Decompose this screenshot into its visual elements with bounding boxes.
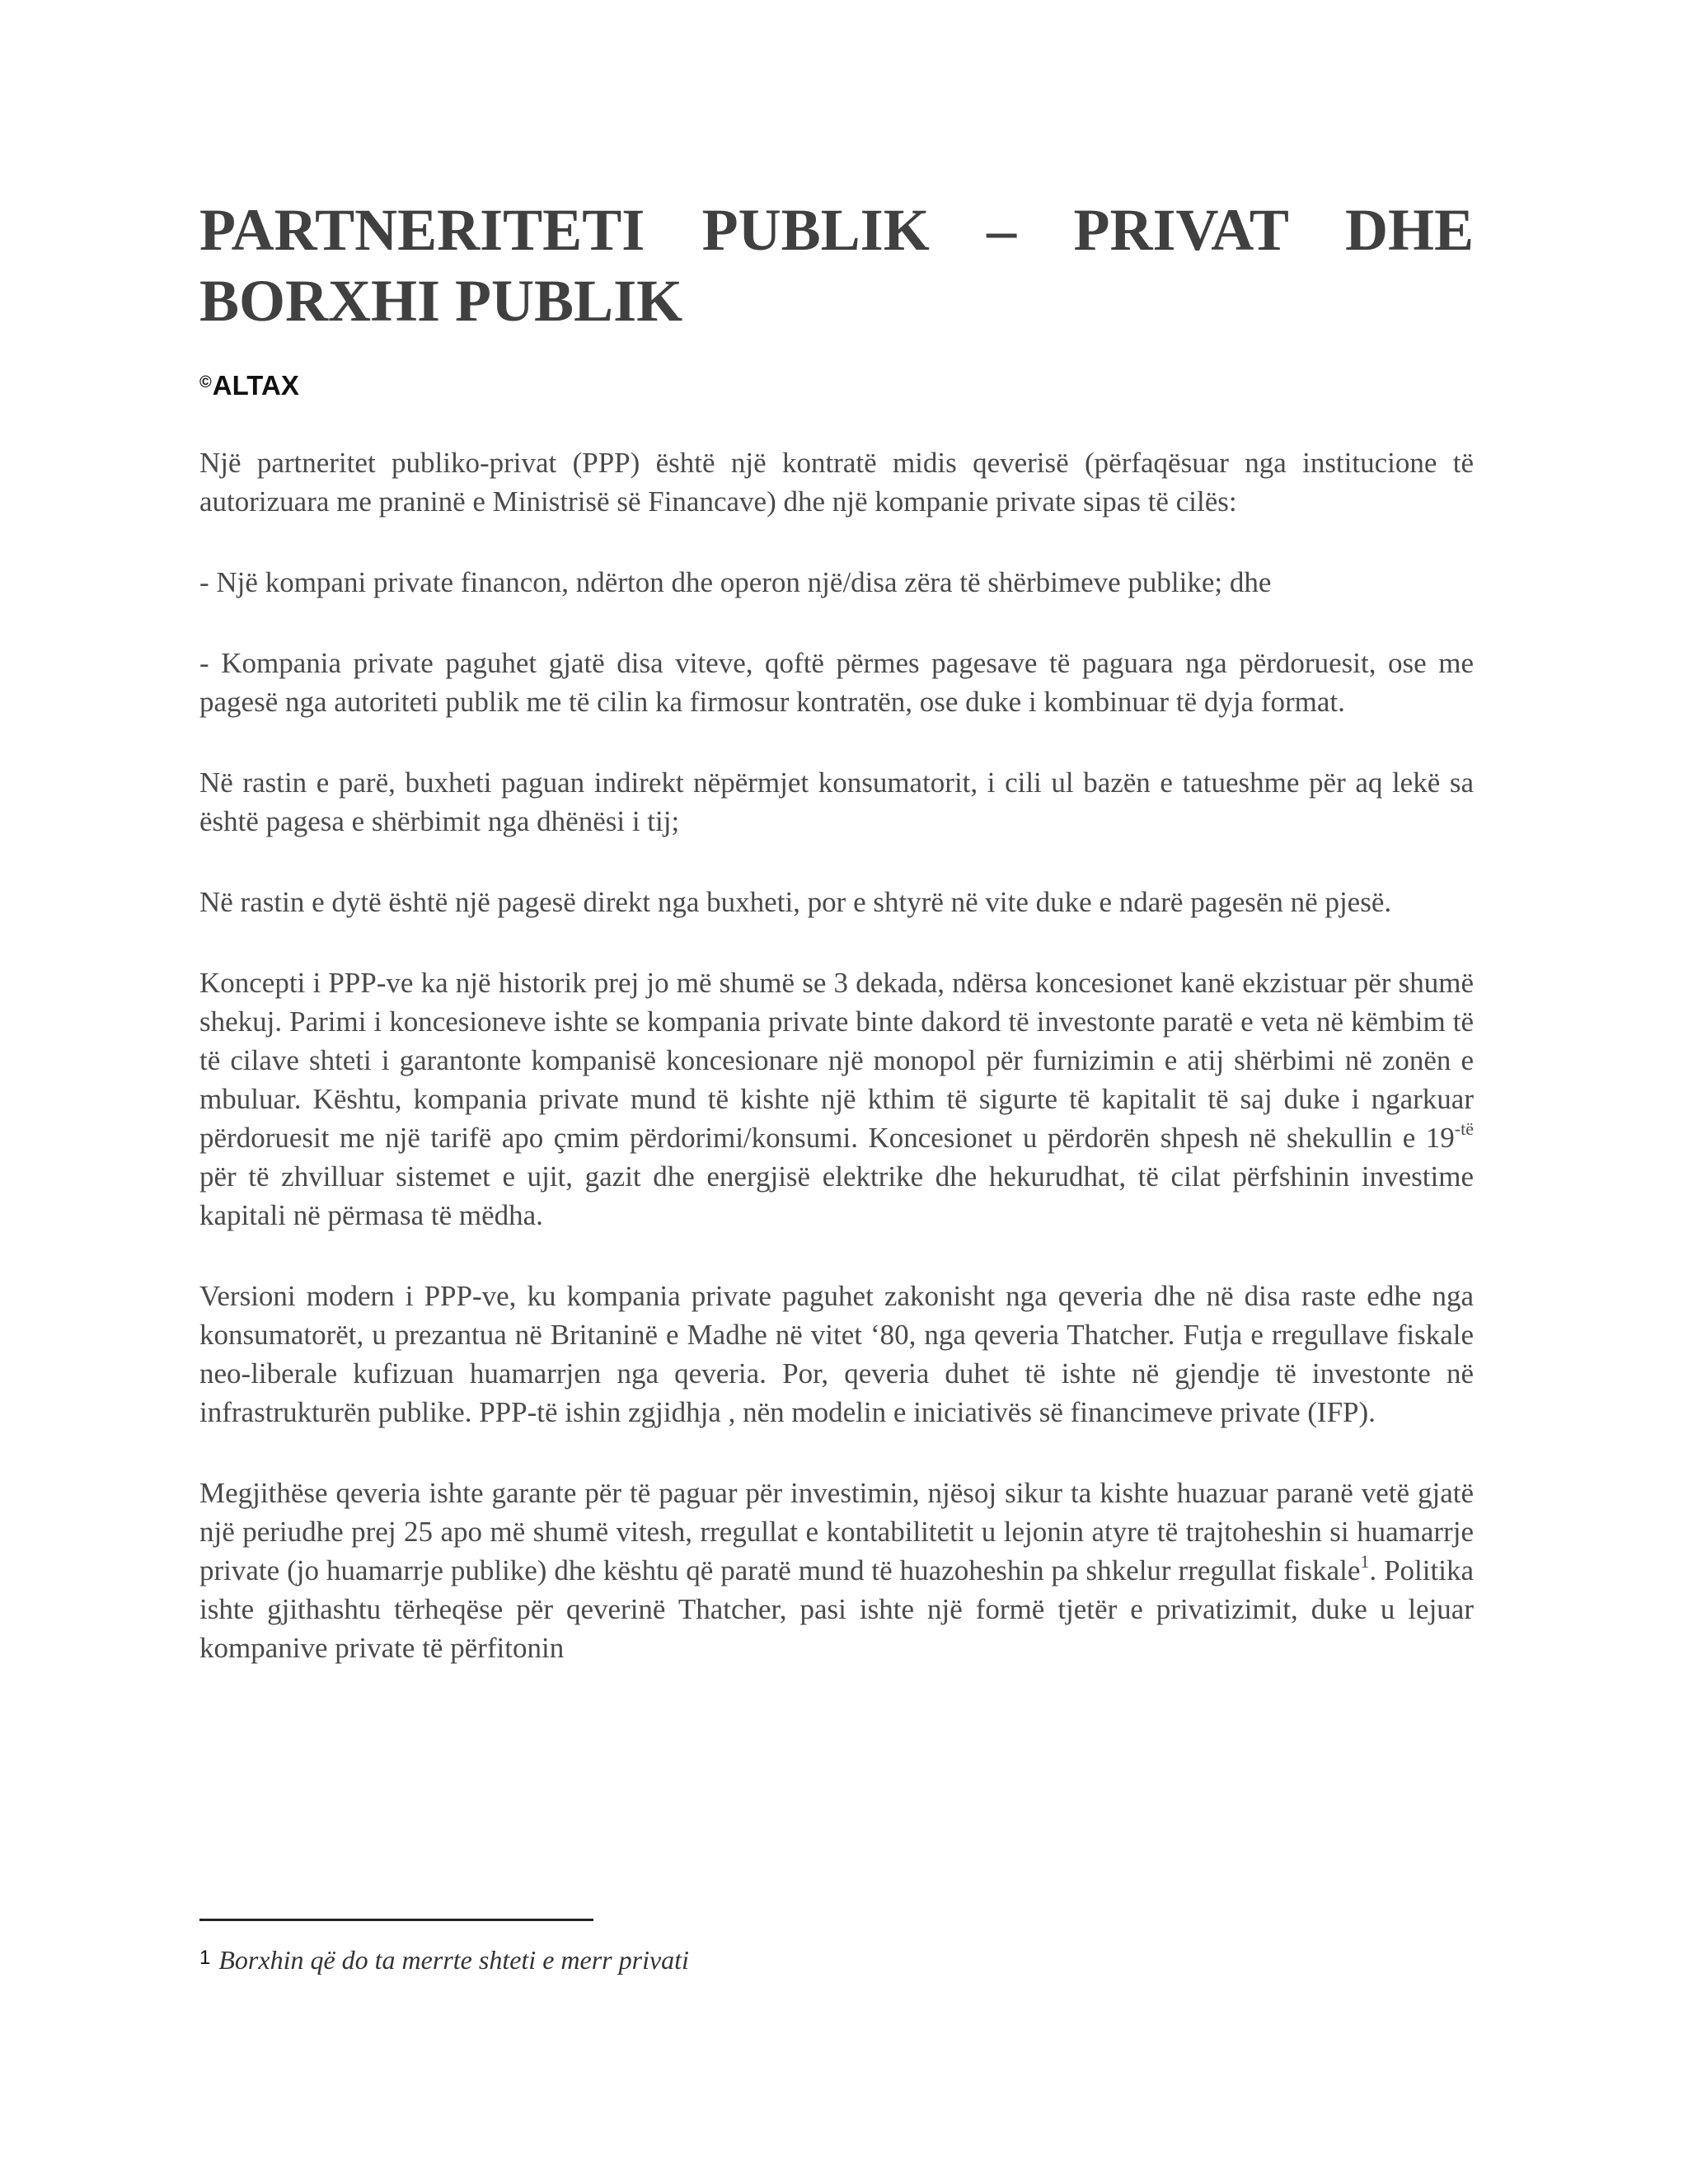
paragraph-6-text-b: për të zhvilluar sistemet e ujit, gazit dhe energjisë elektrike dhe hekurudhat, të cilat përfshinin investime kapitali në përmasa të mëdha. <box>199 1160 1474 1231</box>
footnote-mark: 1 <box>199 1947 211 1969</box>
footnote-reference[interactable]: 1 <box>1360 1551 1370 1572</box>
paragraph-2: - Një kompani private financon, ndërton dhe operon një/disa zëra të shërbimeve publike; dhe <box>199 566 1272 598</box>
paragraph-8-text-a: Megjithëse qeveria ishte garante për të paguar për investimin, njësoj sikur ta kishte huazuar paranë vetë gjatë një periudhe prej 25 apo më shumë vitesh, rregullat e kontabilitetit u lejonin atyre të trajtoheshin si huamarrje private (jo huamarrje publike) dhe kështu që paratë mund të huazoheshin pa shkelur rregullat fiskale <box>199 1477 1474 1586</box>
footnote-text: Borxhin që do ta merrte shteti e merr privati <box>218 1945 689 1975</box>
paragraph-8-text-b: . Politika ishte gjithashtu tërheqëse për qeverinë Thatcher, pasi ishte një formë tjetër e privatizimit, duke u lejuar kompanive private të përfitonin <box>199 1554 1474 1664</box>
paragraph-7: Versioni modern i PPP-ve, ku kompania private paguhet zakonisht nga qeveria dhe në disa raste edhe nga konsumatorët, u prezantua në Britaninë e Madhe në vitet ‘80, nga qeveria Thatcher. Futja e rregullave fiskale neo-liberale kufizuan huamarrjen nga qeveria. Por, qeveria duhet të ishte në gjendje të investonte në infrastrukturën publike. PPP-të ishin zgjidhja , nën modelin e iniciativës së financimeve private (IFP). <box>199 1280 1474 1428</box>
paragraph-8 <box>199 1474 1474 1667</box>
paragraph-4: Në rastin e parë, buxheti paguan indirekt nëpërmjet konsumatorit, i cili ul bazën e tatueshme për aq lekë sa është pagesa e shërbimit nga dhënësi i tij; <box>199 766 1474 837</box>
paragraph-5: Në rastin e dytë është një pagesë direkt nga buxheti, por e shtyrë në vite duke e ndarë pagesën në pjesë. <box>199 886 1392 918</box>
paragraph-6 <box>199 963 1474 1235</box>
author-name: ALTAX <box>212 370 299 401</box>
footnote <box>199 1943 1474 1976</box>
century-suffix: -të <box>1454 1118 1474 1140</box>
paragraph-3: - Kompania private paguhet gjatë disa viteve, qoftë përmes pagesave të paguara nga përdoruesit, ose me pagesë nga autoriteti publik me të cilin ka firmosur kontratën, ose duke i kombinuar të dyja format. <box>199 647 1474 718</box>
title-line-1: PARTNERITETI PUBLIK – PRIVAT DHE <box>199 197 1474 263</box>
footnote-separator <box>199 1919 593 1921</box>
title-line-2: BORXHI PUBLIK <box>199 268 683 334</box>
copyright-mark: © <box>199 373 212 391</box>
paragraph-1: Një partneritet publiko-privat (PPP) është një kontratë midis qeverisë (përfaqësuar nga institucione të autorizuara me praninë e Ministrisë së Financave) dhe një kompanie private sipas të cilës: <box>199 447 1474 518</box>
document-title <box>199 194 1474 336</box>
document-body <box>199 194 1474 1667</box>
paragraph-6-text-a: Koncepti i PPP-ve ka një historik prej jo më shumë se 3 dekada, ndërsa koncesionet kanë ekzistuar për shumë shekuj. Parimi i koncesioneve ishte se kompania private binte dakord të investonte paratë e veta në këmbim të të cilave shteti i garantonte kompanisë koncesionare një monopol për furnizimin e atij shërbimi në zonën e mbuluar. Kështu, kompania private mund të kishte një kthim të sigurte të kapitalit të saj duke i ngarkuar përdoruesit me një tarifë apo çmim përdorimi/konsumi. Koncesionet u përdorën shpesh në shekullin e 19 <box>199 967 1474 1154</box>
author-line <box>199 369 1474 402</box>
